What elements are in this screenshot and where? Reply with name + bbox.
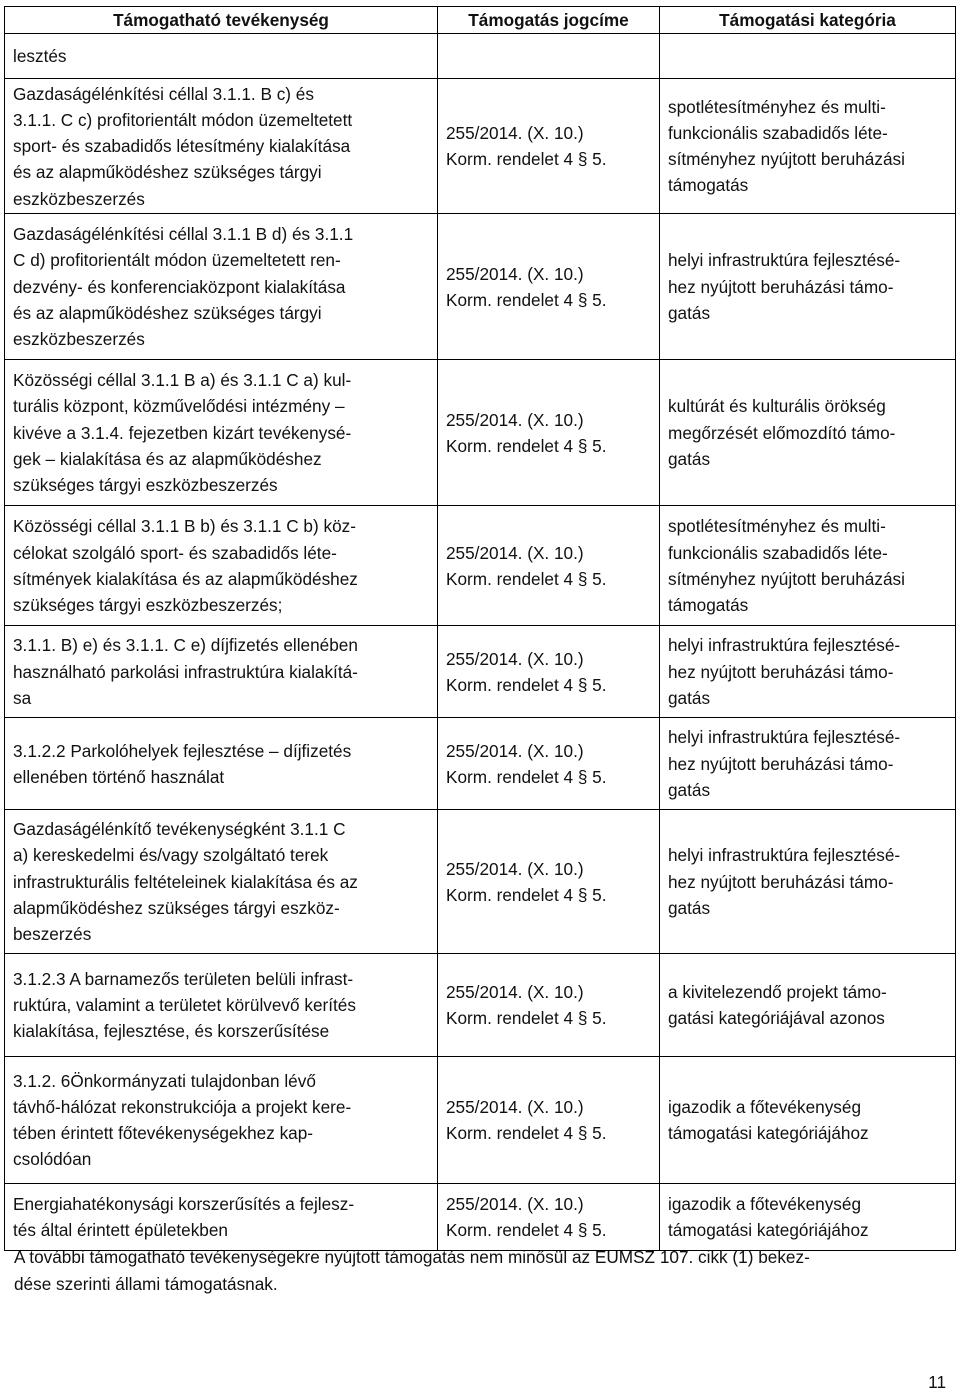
category-cell: helyi infrastruktúra fejlesztésé- hez nyújtott beruházási támo- gatás [660,810,956,954]
legal-basis-cell: 255/2014. (X. 10.) Korm. rendelet 4 § 5. [438,1184,660,1251]
legal-basis-cell: 255/2014. (X. 10.) Korm. rendelet 4 § 5. [438,1057,660,1184]
table-row [5,626,956,718]
category-cell: spotlétesítményhez és multi- funkcionális szabadidős léte- sítményhez nyújtott beruházási támogatás [660,506,956,626]
legal-basis-cell: 255/2014. (X. 10.) Korm. rendelet 4 § 5. [438,360,660,506]
legal-basis-cell: 255/2014. (X. 10.) Korm. rendelet 4 § 5. [438,954,660,1057]
table-row [5,1057,956,1184]
activity-cell: Energiahatékonysági korszerűsítés a fejlesz- tés által érintett épületekben [5,1184,438,1251]
table-row [5,718,956,810]
legal-basis-cell: 255/2014. (X. 10.) Korm. rendelet 4 § 5. [438,718,660,810]
table-row [5,506,956,626]
header-activity: Támogatható tevékenység [5,7,438,34]
category-cell: helyi infrastruktúra fejlesztésé- hez nyújtott beruházási támo- gatás [660,718,956,810]
header-legal-basis: Támogatás jogcíme [438,7,660,34]
table-row [5,810,956,954]
table-header-row [5,7,956,34]
continuation-empty-cell [660,34,956,79]
activity-cell: Gazdaságélénkítési céllal 3.1.1 B d) és 3.1.1 C d) profitorientált módon üzemeltetett ren- dezvény- és konferenciaközpont kialakítása és az alapműködéshez szükséges tárgyi eszközbeszerzés [5,214,438,360]
legal-basis-cell: 255/2014. (X. 10.) Korm. rendelet 4 § 5. [438,810,660,954]
legal-basis-cell: 255/2014. (X. 10.) Korm. rendelet 4 § 5. [438,214,660,360]
category-cell: helyi infrastruktúra fejlesztésé- hez nyújtott beruházási támo- gatás [660,214,956,360]
header-category: Támogatási kategória [660,7,956,34]
activity-cell: 3.1.2. 6Önkormányzati tulajdonban lévő távhő-hálózat rekonstrukciója a projekt kere- tében érintett főtevékenységekhez kap- csolódóan [5,1057,438,1184]
category-cell: igazodik a főtevékenység támogatási kategóriájához [660,1057,956,1184]
continuation-cell: lesztés [5,34,438,79]
legal-basis-cell: 255/2014. (X. 10.) Korm. rendelet 4 § 5. [438,79,660,214]
activity-cell: Gazdaságélénkítő tevékenységként 3.1.1 C a) kereskedelmi és/vagy szolgáltató terek infrastrukturális feltételeinek kialakítása és az alapműködéshez szükséges tárgyi eszköz- beszerzés [5,810,438,954]
category-cell: igazodik a főtevékenység támogatási kategóriájához [660,1184,956,1251]
legal-basis-cell: 255/2014. (X. 10.) Korm. rendelet 4 § 5. [438,506,660,626]
legal-basis-cell: 255/2014. (X. 10.) Korm. rendelet 4 § 5. [438,626,660,718]
category-cell: spotlétesítményhez és multi- funkcionális szabadidős léte- sítményhez nyújtott beruházási támogatás [660,79,956,214]
activity-cell: 3.1.2.2 Parkolóhelyek fejlesztése – díjfizetés ellenében történő használat [5,718,438,810]
footer-note: A további támogatható tevékenységekre nyújtott támogatás nem minősül az EUMSZ 107. cikk (1) bekez- dése szerinti állami támogatásnak. [14,1247,810,1294]
activity-cell: Gazdaságélénkítési céllal 3.1.1. B c) és 3.1.1. C c) profitorientált módon üzemeltetett sport- és szabadidős létesítmény kialakítása és az alapműködéshez szükséges tárgyi eszközbeszerzés [5,79,438,214]
continuation-row [5,34,956,79]
activity-cell: Közösségi céllal 3.1.1 B a) és 3.1.1 C a) kul- turális központ, közművelődési intézmény – kivéve a 3.1.4. fejezetben kizárt tevékenysé- gek – kialakítása és az alapműködéshez szükséges tárgyi eszközbeszerzés [5,360,438,506]
table-row [5,360,956,506]
table-row [5,954,956,1057]
table-row [5,79,956,214]
activity-cell: 3.1.1. B) e) és 3.1.1. C e) díjfizetés ellenében használható parkolási infrastruktúra kialakítá- sa [5,626,438,718]
activity-cell: Közösségi céllal 3.1.1 B b) és 3.1.1 C b) köz- célokat szolgáló sport- és szabadidős léte- sítmények kialakítása és az alapműködéshez szükséges tárgyi eszközbeszerzés; [5,506,438,626]
eligible-activities-table [4,6,956,1251]
continuation-empty-cell [438,34,660,79]
category-cell: helyi infrastruktúra fejlesztésé- hez nyújtott beruházási támo- gatás [660,626,956,718]
category-cell: kultúrát és kulturális örökség megőrzését előmozdító támo- gatás [660,360,956,506]
page-number: 11 [928,1372,946,1392]
activity-cell: 3.1.2.3 A barnamezős területen belüli infrast- ruktúra, valamint a területet körülvevő kerítés kialakítása, fejlesztése, és korszerűsítése [5,954,438,1057]
table-row [5,1184,956,1251]
table-row [5,214,956,360]
category-cell: a kivitelezendő projekt támo- gatási kategóriájával azonos [660,954,956,1057]
